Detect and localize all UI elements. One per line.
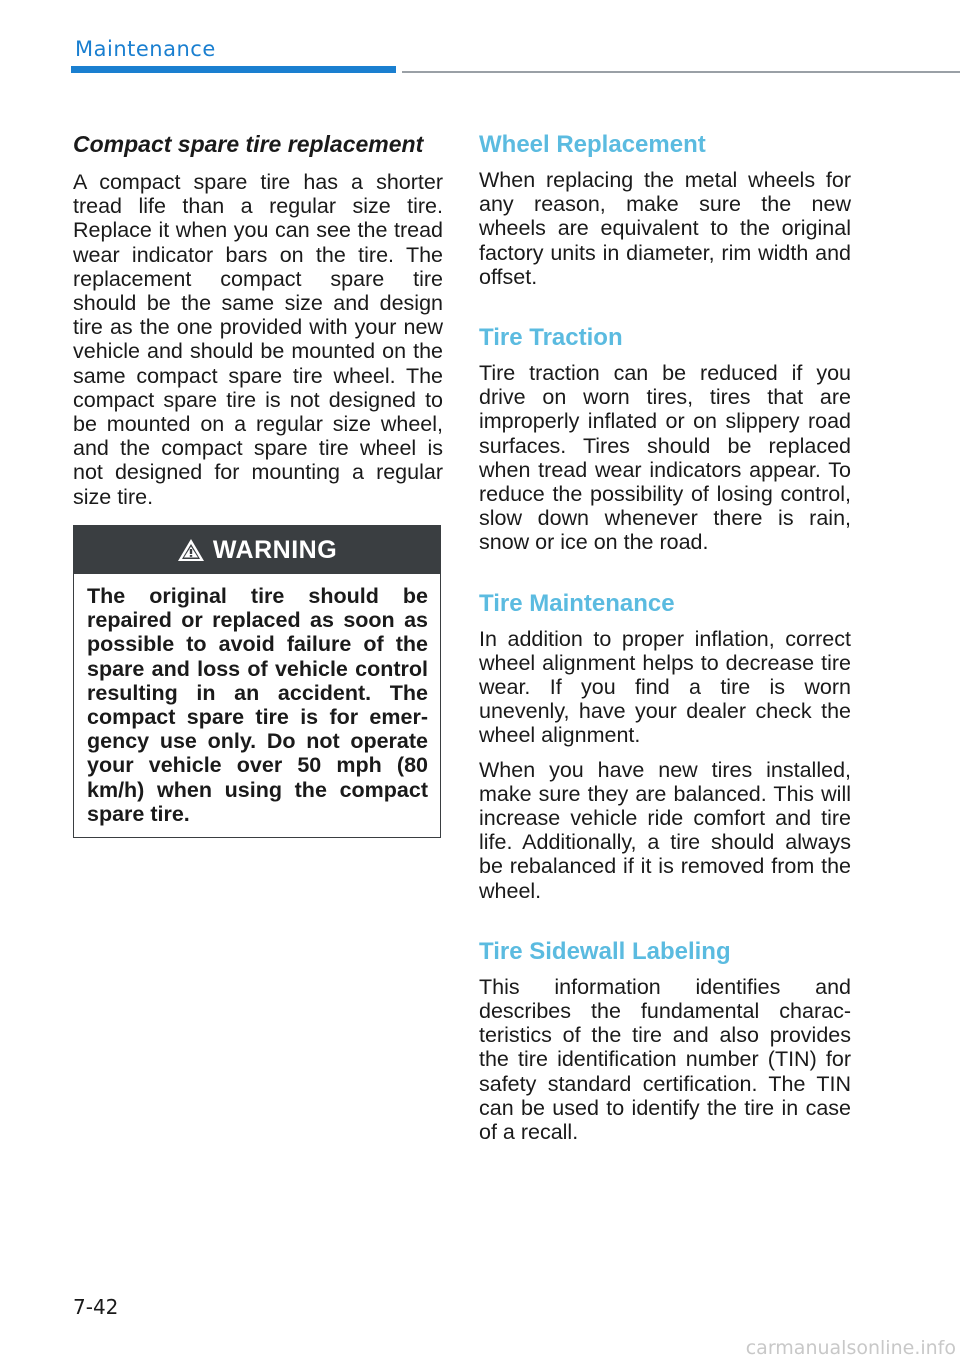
section-tire-traction (479, 323, 851, 555)
page-number: 7-42 (73, 1295, 119, 1319)
warning-body (74, 574, 440, 826)
header-rule (402, 71, 960, 73)
section-label: Maintenance (75, 37, 216, 61)
section-wheel-replacement (479, 130, 851, 289)
compact-spare-body: A compact spare tire has a shorter tread life than a regular size tire. Replace it when you can see the tread wear indicator bars on the tire. The replacement compact spare tire should be the same size and design tire as the one provided with your new vehicle and should be mounted on the same compact spare tire wheel. The compact spare tire is not designed to be mounted on a regular size wheel, and the compact spare tire wheel is not designed for mounting a regular size tire. (73, 170, 443, 509)
warning-box (73, 525, 441, 838)
section-paragraph: This information identifies and describes the fundamental characteristics of the tire and also provides the tire identification number (TIN) for safety standard certification. The TIN can be used to identify the tire in case of a recall. (479, 974, 851, 1145)
left-column (73, 130, 443, 509)
compact-spare-heading: Compact spare tire replacement (73, 131, 424, 157)
right-column (479, 130, 851, 1178)
section-heading: Tire Traction (479, 324, 623, 352)
section-tire-maintenance (479, 589, 851, 903)
warning-text: The original tire should be repaired or replaced as soon as possible to avoid failure of the spare and loss of vehicle control resulting in an accident. The compact spare tire is for emergency use only. Do not operate your vehicle over 50 mph (80 km/h) when using the compact spare tire. (87, 584, 428, 826)
section-heading: Tire Maintenance (479, 589, 675, 617)
warning-header (74, 526, 440, 574)
warning-triangle-icon (177, 538, 205, 562)
section-tire-sidewall-labeling (479, 937, 851, 1144)
warning-title: WARNING (212, 535, 338, 564)
section-heading: Wheel Replacement (479, 131, 706, 158)
section-paragraph: Tire traction can be reduced if you drive on worn tires, tires that are improperly inflated or on slippery road surfaces. Tires should be replaced when tread wear indicators appear. To reduce the possibility of losing control, slow down whenever there is rain, snow or ice on the road. (479, 361, 851, 555)
section-heading: Tire Sidewall Labeling (479, 937, 731, 965)
section-paragraph: In addition to proper inflation, correct wheel alignment helps to decrease tire wear. If you find a tire is worn unevenly, have your dealer check the wheel alignment. (479, 626, 851, 748)
watermark: carmanualsonline.info (745, 1337, 956, 1359)
section-paragraph: When you have new tires installed, make sure they are balanced. This will increase vehicle ride comfort and tire life. Additionally, a tire should always be rebalanced if it is removed from the wheel. (479, 757, 851, 903)
header-rule-accent (71, 66, 396, 73)
section-paragraph: When replacing the metal wheels for any reason, make sure the new wheels are equivalent to the original factory units in diameter, rim width and offset. (479, 168, 851, 289)
